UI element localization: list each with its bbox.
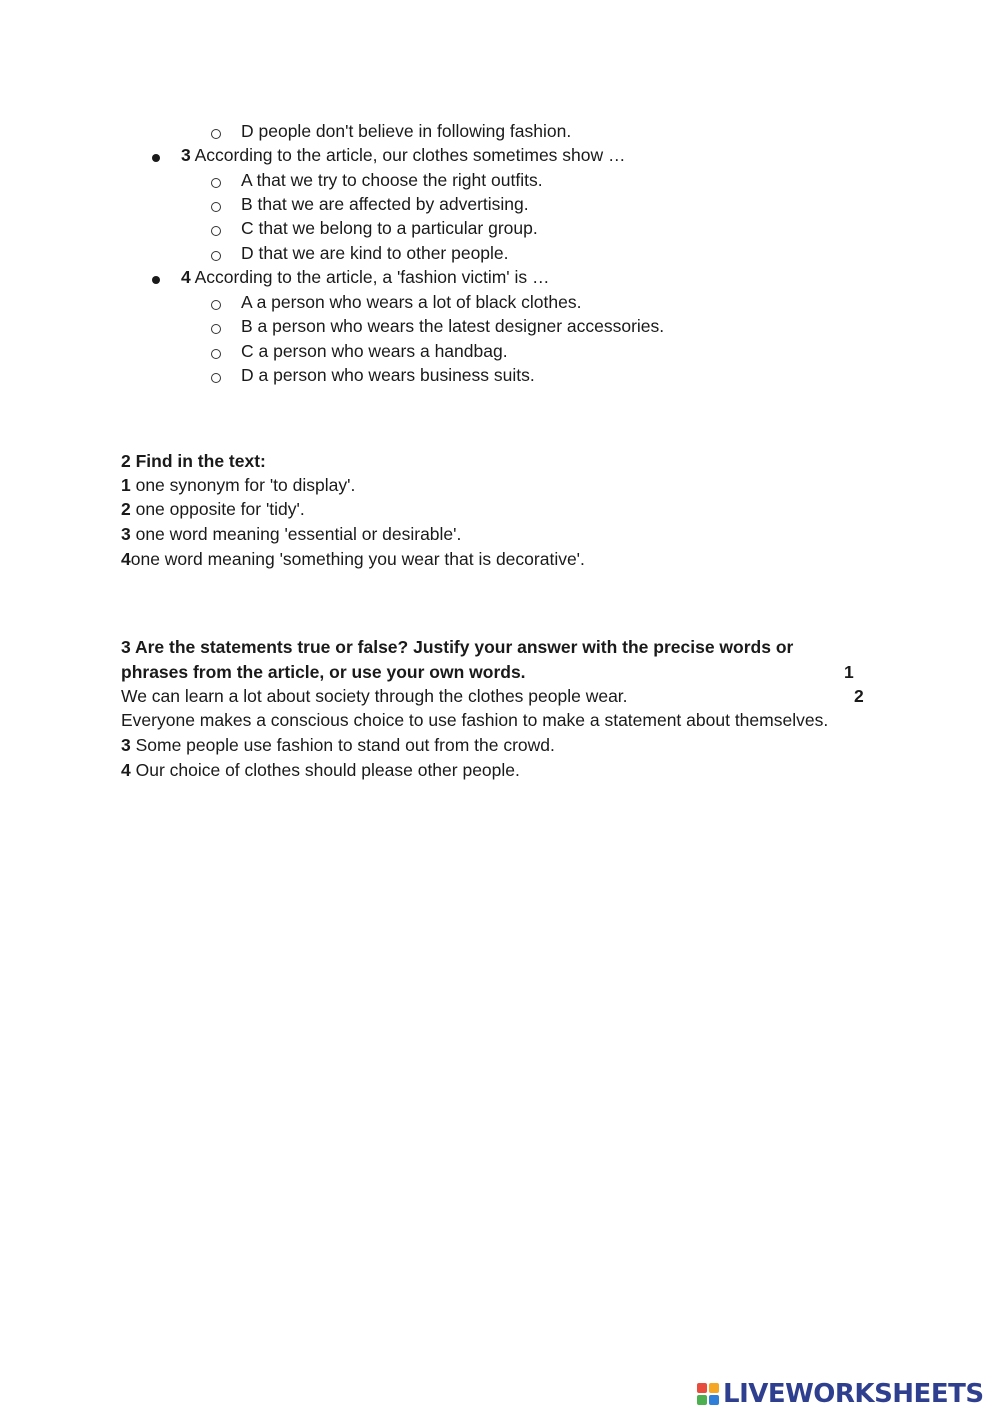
item-number: 1 [121,475,131,495]
item-number: 4 [121,549,131,569]
q3-option-c: C that we belong to a particular group. [241,218,538,238]
q4-option-c: C a person who wears a handbag. [241,341,508,361]
question-4-stem [181,266,550,288]
question-3-stem [181,144,626,166]
q4-option-d: D a person who wears business suits. [241,365,535,385]
section-2-heading: 2 Find in the text: [121,451,266,471]
question-bullet [150,269,164,283]
logo-square [697,1383,707,1393]
logo-square [709,1395,719,1405]
section-3-item-2-text: Everyone makes a conscious choice to use fashion to make a statement about themselves. [121,710,829,730]
item-number: 3 [121,735,131,755]
item-text: one synonym for 'to display'. [130,475,356,495]
q2-option-d: D people don't believe in following fashion. [241,121,572,141]
q4-option-b: B a person who wears the latest designer accessories. [241,316,665,336]
section-2-item-1 [121,474,355,496]
option-bullet [210,294,224,308]
option-bullet [210,318,224,332]
section-3-item-1-text: We can learn a lot about society through the clothes people wear. [121,686,628,706]
logo-mark-icon [697,1383,719,1405]
question-text: According to the article, a 'fashion victim' is … [190,267,550,287]
section-3-item-1-number: 1 [844,662,854,682]
option-bullet [210,245,224,259]
item-text: one word meaning 'something you wear that is decorative'. [130,549,585,569]
section-3-item-4 [121,759,520,781]
q4-option-a: A a person who wears a lot of black clothes. [241,292,582,312]
section-3-heading-line-1: 3 Are the statements true or false? Justify your answer with the precise words or [121,637,794,657]
option-bullet [210,367,224,381]
section-3-heading-line-2: phrases from the article, or use your own words. [121,662,526,682]
section-3-item-2-number: 2 [854,686,864,706]
option-bullet [210,123,224,137]
item-text: one opposite for 'tidy'. [130,499,305,519]
item-number: 4 [121,760,131,780]
question-number: 4 [181,267,191,287]
liveworksheets-logo [697,1379,984,1409]
section-2-item-4 [121,548,585,570]
section-2-item-2 [121,498,305,520]
item-text: Our choice of clothes should please other people. [130,760,520,780]
section-2-item-3 [121,523,461,545]
item-text: Some people use fashion to stand out from the crowd. [130,735,555,755]
q3-option-b: B that we are affected by advertising. [241,194,529,214]
logo-square [697,1395,707,1405]
question-bullet [150,147,164,161]
logo-square [709,1383,719,1393]
section-3-item-3 [121,734,555,756]
item-number: 3 [121,524,131,544]
logo-text: LIVEWORKSHEETS [723,1379,984,1409]
question-number: 3 [181,145,191,165]
item-text: one word meaning 'essential or desirable'. [130,524,462,544]
option-bullet [210,196,224,210]
option-bullet [210,343,224,357]
q3-option-d: D that we are kind to other people. [241,243,509,263]
item-number: 2 [121,499,131,519]
option-bullet [210,172,224,186]
question-text: According to the article, our clothes sometimes show … [190,145,626,165]
q3-option-a: A that we try to choose the right outfits. [241,170,543,190]
option-bullet [210,220,224,234]
